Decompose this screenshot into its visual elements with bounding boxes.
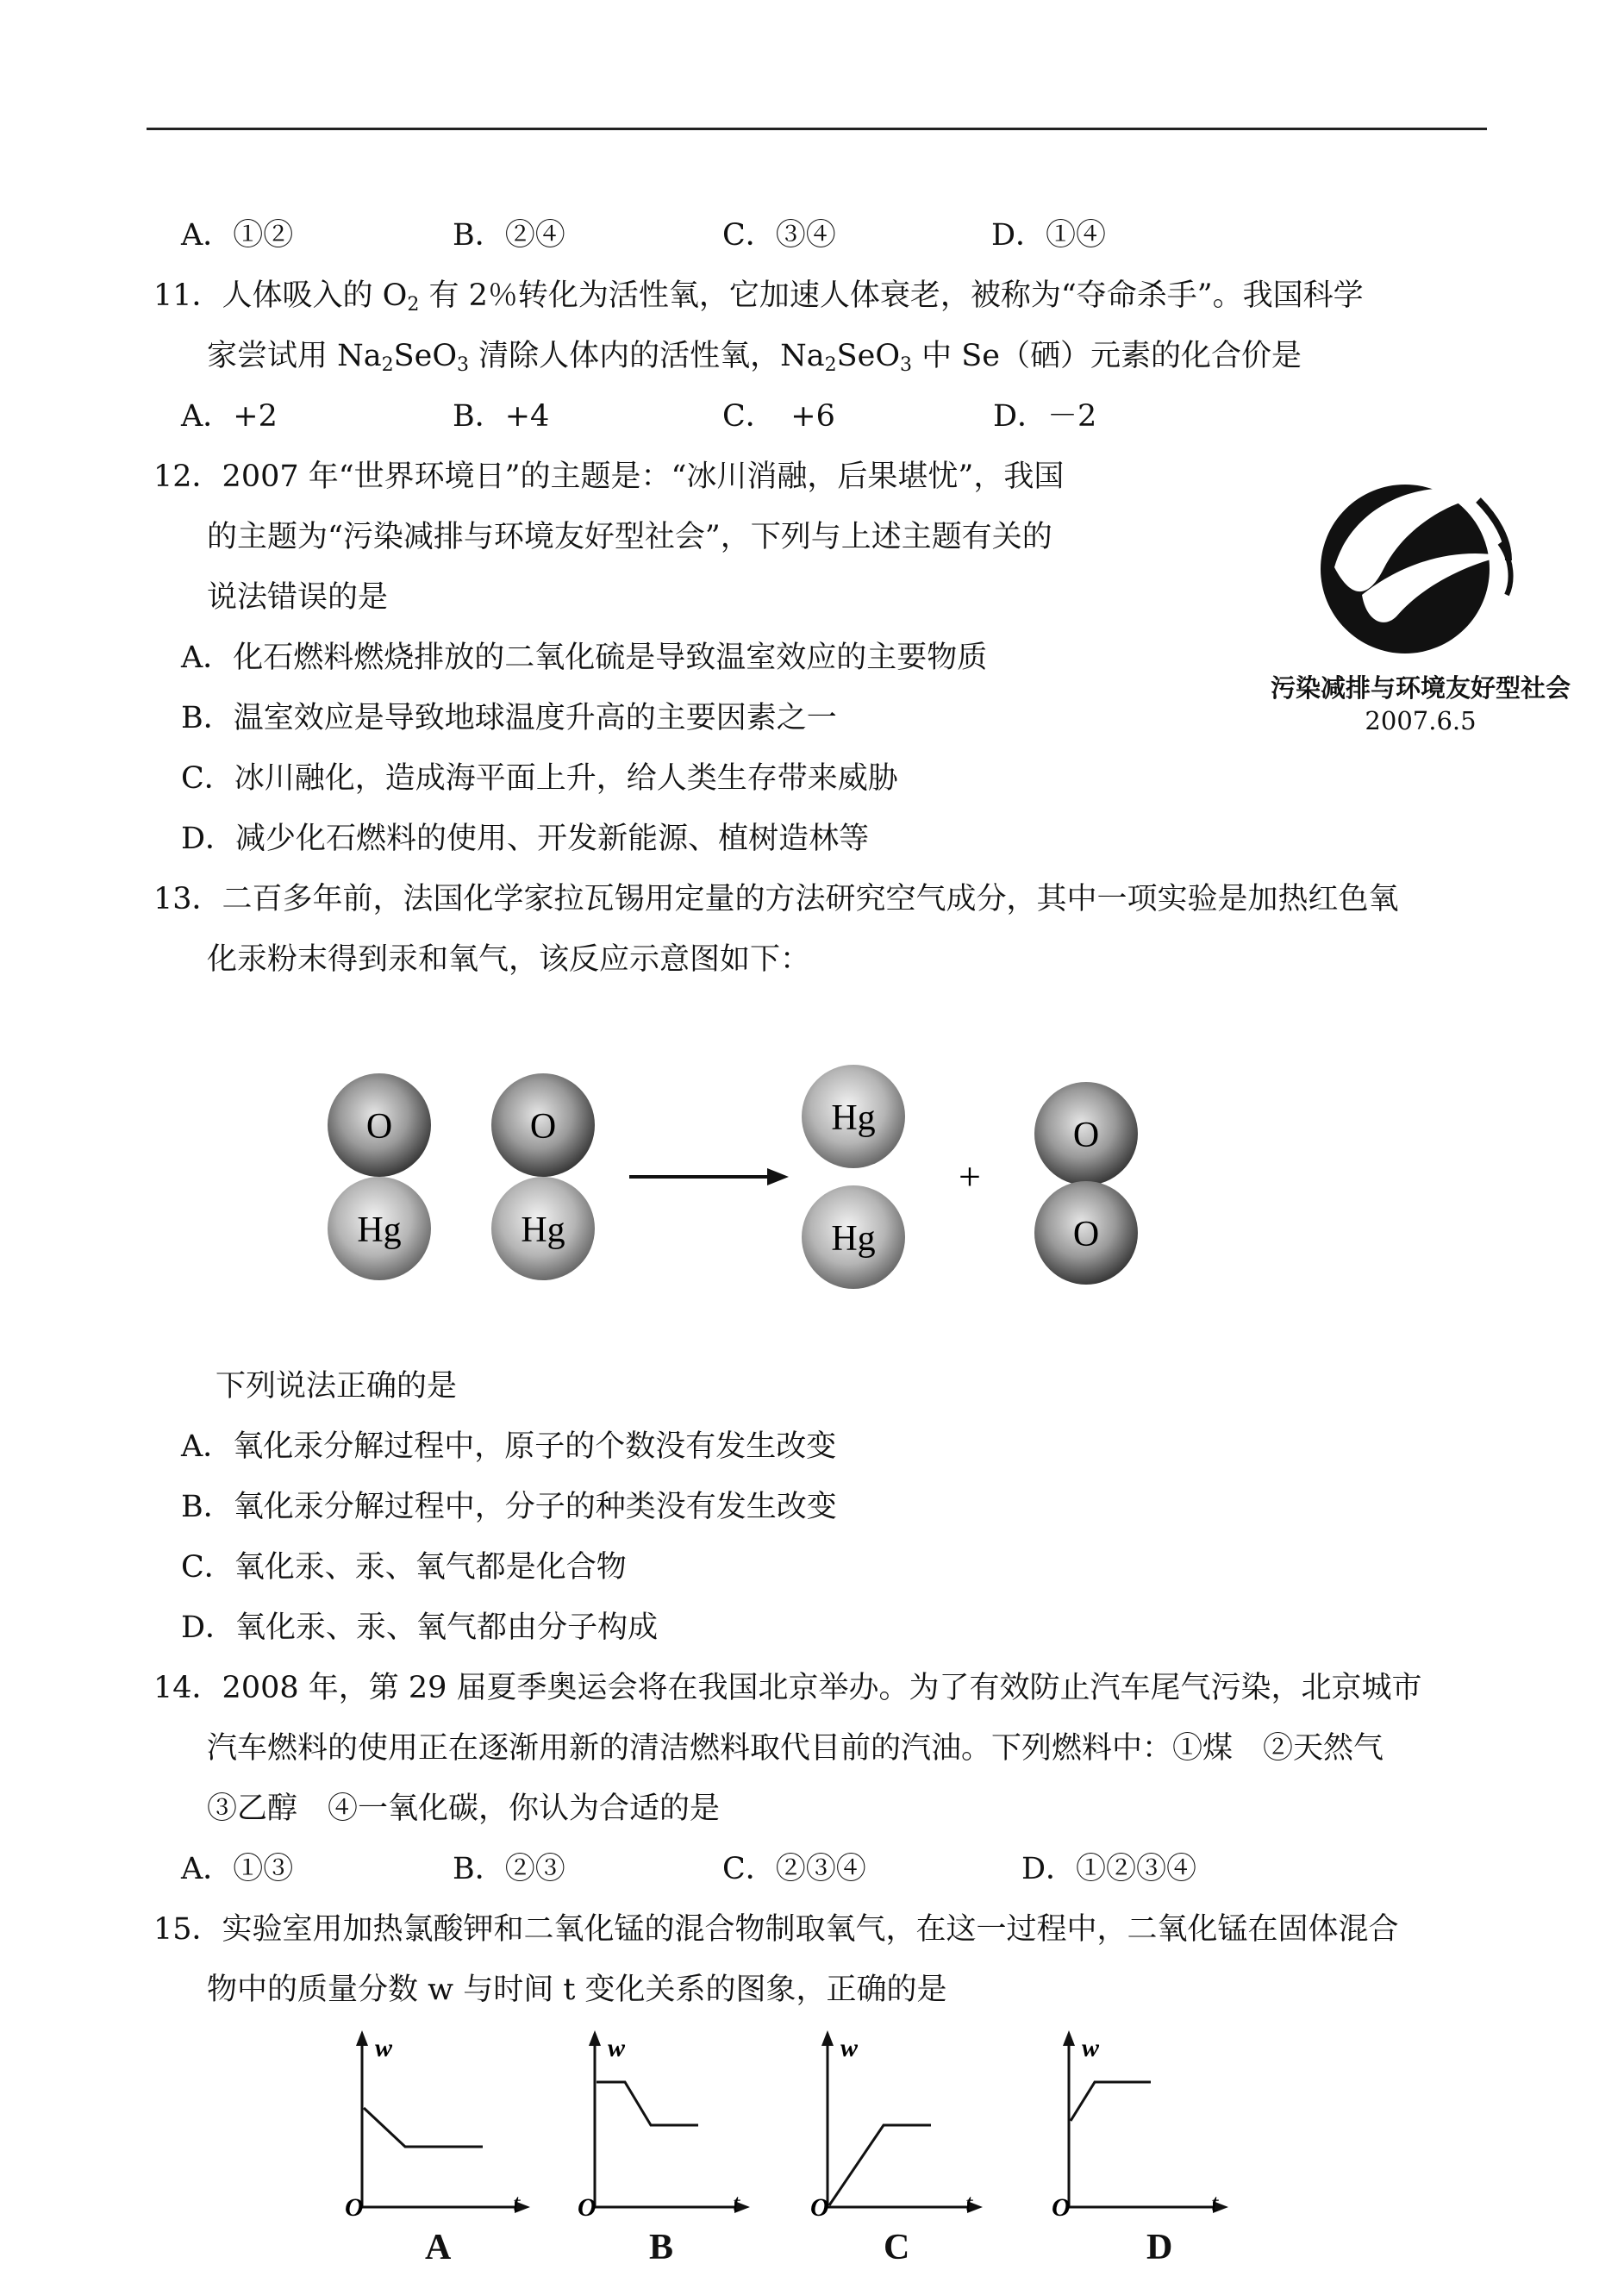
q11-line-2: 家尝试用 $Na_2SeO_3$ 清除人体内的活性氧，$Na_2SeO_3$ 中 Se（硒）元素的化合价是 xyxy=(207,339,1302,376)
q11-option-a[interactable]: A．+2 xyxy=(181,399,278,434)
question-number: 11． xyxy=(153,278,222,313)
q11-option-c[interactable]: C． +6 xyxy=(722,399,835,434)
q14-line-2: 汽车燃料的使用正在逐渐用新的清洁燃料取代目前的汽油。下列燃料中：①煤 ②天然气 xyxy=(207,1731,1384,1766)
graph-letter-d[interactable]: D xyxy=(1146,2228,1173,2267)
q11-line-1: 11．人体吸入的 $O_2$ 有 2％转化为活性氧，它加速人体衰老，被称为“夺命杀手”。我国科学 xyxy=(153,278,1364,316)
svg-text:t: t xyxy=(1211,2189,1219,2217)
q13-line-2: 化汞粉末得到汞和氧气，该反应示意图如下： xyxy=(207,942,811,977)
q14-option-a[interactable]: A．①③ xyxy=(181,1852,294,1886)
graph-c xyxy=(810,2030,983,2222)
graph-letter-a[interactable]: A xyxy=(425,2228,452,2267)
graph-curve xyxy=(1071,2082,1151,2121)
q14-option-c[interactable]: C．②③④ xyxy=(722,1852,866,1886)
graph-curve xyxy=(829,2125,931,2205)
q10-option-b[interactable]: B．②④ xyxy=(453,218,565,253)
svg-text:t: t xyxy=(965,2189,973,2217)
q14-line-3: ③乙醇 ④一氧化碳，你认为合适的是 xyxy=(207,1792,721,1826)
question-number: 14． xyxy=(153,1671,222,1705)
svg-text:O: O xyxy=(1052,2193,1071,2222)
reaction-arrow xyxy=(629,1168,789,1185)
svg-text:O: O xyxy=(345,2193,364,2222)
svg-text:O: O xyxy=(1072,1215,1100,1254)
svg-text:O: O xyxy=(529,1107,557,1147)
oxygen-molecule xyxy=(1034,1082,1138,1285)
q14-option-b[interactable]: B．②③ xyxy=(453,1852,565,1886)
graph-letter-c[interactable]: C xyxy=(884,2228,910,2267)
environment-logo xyxy=(1302,466,1526,664)
svg-text:w: w xyxy=(840,2034,859,2062)
q12-option-b[interactable]: B．温室效应是导致地球温度升高的主要因素之一 xyxy=(181,701,837,735)
svg-text:Hg: Hg xyxy=(357,1210,402,1250)
question-number: 13． xyxy=(153,882,222,916)
q15-line-2: 物中的质量分数 w 与时间 t 变化关系的图象，正确的是 xyxy=(207,1973,947,2007)
q13-option-a[interactable]: A．氧化汞分解过程中，原子的个数没有发生改变 xyxy=(181,1429,837,1464)
mercury-oxide-molecule-2 xyxy=(491,1073,595,1280)
q12-line-3: 说法错误的是 xyxy=(207,580,389,615)
reaction-diagram xyxy=(319,1060,1164,1302)
q13-option-c[interactable]: C．氧化汞、汞、氧气都是化合物 xyxy=(181,1550,627,1585)
svg-text:Hg: Hg xyxy=(831,1098,876,1138)
q12-line-2: 的主题为“污染减排与环境友好型社会”，下列与上述主题有关的 xyxy=(207,520,1052,554)
q10-option-c[interactable]: C．③④ xyxy=(722,218,836,253)
mercury-atoms xyxy=(802,1065,905,1289)
q10-option-d[interactable]: D．①④ xyxy=(991,218,1107,253)
q14-option-d[interactable]: D．①②③④ xyxy=(1021,1852,1197,1886)
q13-line-1: 13．二百多年前，法国化学家拉瓦锡用定量的方法研究空气成分，其中一项实验是加热红色氧 xyxy=(153,882,1399,916)
q13-option-b[interactable]: B．氧化汞分解过程中，分子的种类没有发生改变 xyxy=(181,1490,837,1524)
header-rule xyxy=(147,128,1487,130)
q12-option-c[interactable]: C．冰川融化，造成海平面上升，给人类生存带来威胁 xyxy=(181,761,898,796)
q14-line-1: 14．2008 年，第 29 届夏季奥运会将在我国北京举办。为了有效防止汽车尾气污染，北京城市 xyxy=(153,1671,1422,1705)
svg-text:w: w xyxy=(1082,2034,1100,2062)
graph-b xyxy=(578,2030,750,2222)
q11-option-d[interactable]: D．－2 xyxy=(993,399,1097,434)
q13-option-d[interactable]: D．氧化汞、汞、氧气都由分子构成 xyxy=(181,1610,659,1645)
graph-curve xyxy=(364,2108,483,2147)
logo-date: 2007.6.5 xyxy=(1365,706,1477,735)
svg-text:O: O xyxy=(365,1107,393,1147)
logo-caption: 污染减排与环境友好型社会 xyxy=(1270,673,1571,703)
q12-line-1: 12．2007 年“世界环境日”的主题是：“冰川消融，后果堪忧”，我国 xyxy=(153,460,1065,494)
svg-text:t: t xyxy=(513,2189,521,2217)
graph-curve xyxy=(597,2082,698,2125)
graph-a xyxy=(345,2030,530,2222)
svg-text:O: O xyxy=(578,2193,597,2222)
q12-option-a[interactable]: A．化石燃料燃烧排放的二氧化硫是导致温室效应的主要物质 xyxy=(181,641,988,675)
svg-text:O: O xyxy=(810,2193,829,2222)
svg-text:O: O xyxy=(1072,1116,1100,1155)
answer-graphs xyxy=(336,2030,1267,2229)
q15-line-1: 15．实验室用加热氯酸钾和二氧化锰的混合物制取氧气，在这一过程中，二氧化锰在固体混合 xyxy=(153,1912,1399,1947)
question-number: 15． xyxy=(153,1912,222,1947)
svg-text:t: t xyxy=(733,2189,740,2217)
plus-sign: + xyxy=(959,1154,981,1198)
q13-prompt: 下列说法正确的是 xyxy=(215,1369,458,1404)
q12-option-d[interactable]: D．减少化石燃料的使用、开发新能源、植树造林等 xyxy=(181,822,870,856)
svg-text:w: w xyxy=(375,2034,393,2062)
svg-text:Hg: Hg xyxy=(831,1219,876,1259)
graph-d xyxy=(1052,2030,1228,2222)
q10-option-a[interactable]: A．①② xyxy=(181,218,294,253)
graph-letter-b[interactable]: B xyxy=(649,2228,674,2267)
question-number: 12． xyxy=(153,460,222,494)
svg-text:w: w xyxy=(608,2034,626,2062)
mercury-oxide-molecule-1 xyxy=(328,1073,431,1280)
q11-option-b[interactable]: B．+4 xyxy=(453,399,550,434)
svg-text:Hg: Hg xyxy=(521,1210,565,1250)
